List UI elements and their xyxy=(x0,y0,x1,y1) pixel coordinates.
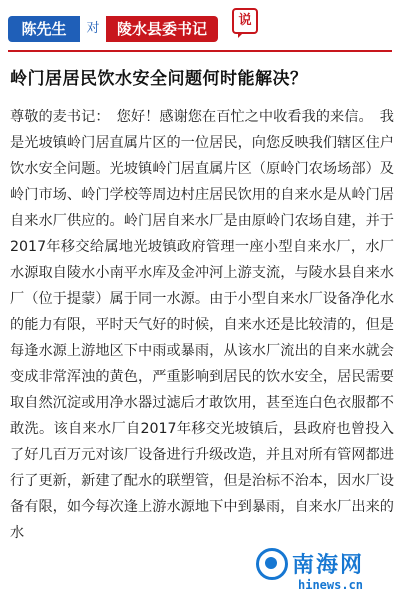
hinews-logo-icon xyxy=(256,548,288,580)
site-watermark xyxy=(240,548,400,600)
article-title: 岭门居居民饮水安全问题何时能解决？ xyxy=(10,69,308,89)
recipient-label: 陵水县委书记 xyxy=(106,16,218,42)
watermark-url: hinews.cn xyxy=(298,578,364,592)
sender-label: 陈先生 xyxy=(8,16,80,42)
speech-bubble-icon: 说 xyxy=(232,8,258,34)
article-body: 尊敬的麦书记： 您好！感谢您在百忙之中收看我的来信。 我是光坡镇岭门居直属片区的一位居民，向您反映我们辖区住户饮水安全问题。光坡镇岭门居直属片区（原岭门农场场部）及岭门市场、岭门学校等周边村庄居民饮用的自来水是从岭门居自来水厂供应的。岭门居自来水厂是由原岭门农场自建，并于2017年移交给属地光坡镇政府管理一座小型自来水厂，水厂水源取自陵水小南平水库及金冲河上游支流，与陵水县自来水厂（位于提蒙）属于同一水源。由于小型自来水厂设备净化水的能力有限，平时天气好的时候，自来水还是比较清的，但是每逢水源上游地区下中雨或暴雨，从该水厂流出的自来水就会变成非常浑浊的黄色，严重影响到居民的饮水安全，居民需要取自然沉淀或用净水器过滤后才敢饮用，甚至连白色衣服都不敢洗。该自来水厂自2017年移交光坡镇后，县政府也曾投入了好几百万元对该厂设备进行升级改造，并且对所有管网都进行了更新，新建了配水的联塑管，但是治标不治本，因水厂设备有限，如今每次逢上游水源地下中到暴雨，自来水厂出来的水 xyxy=(10,109,394,541)
header-divider xyxy=(8,50,392,52)
to-label: 对 xyxy=(80,16,106,42)
article-header xyxy=(0,0,400,56)
watermark-site-name: 南海网 xyxy=(292,553,365,578)
